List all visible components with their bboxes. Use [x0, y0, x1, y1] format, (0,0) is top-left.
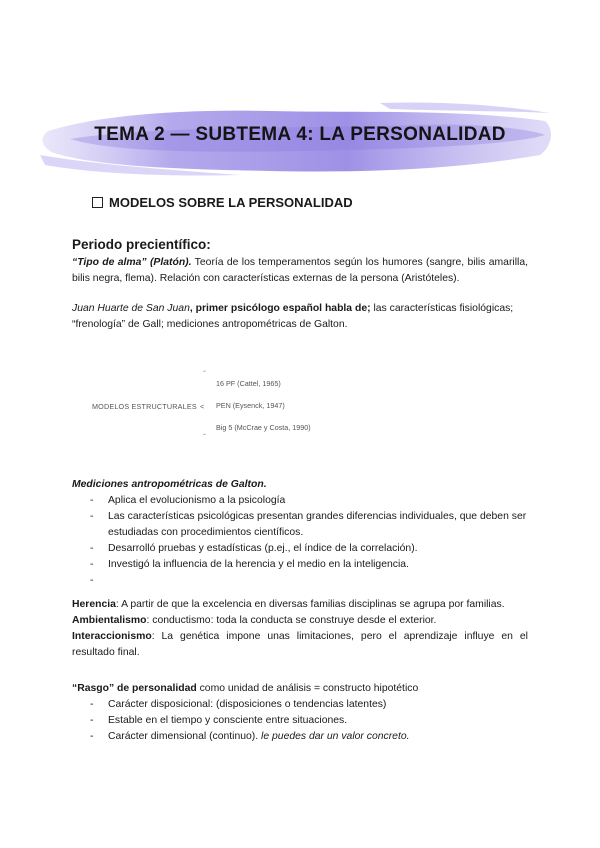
- structural-models-diagram: ⌄ MODELOS ESTRUCTURALES < 16 PF (Cattel, 1965) PEN (Eysenck, 1947) Big 5 (McCrae y Costa, 1990) ⌃: [92, 368, 311, 440]
- huarte-bold: , primer psicólogo español habla de;: [189, 303, 371, 314]
- galton-heading: Mediciones antropométricas de Galton.: [72, 479, 267, 490]
- rasgo-block: [72, 681, 528, 745]
- galton-list: [72, 493, 528, 589]
- rasgo-list: [72, 697, 528, 745]
- section-heading-label: MODELOS SOBRE LA PERSONALIDAD: [109, 195, 353, 210]
- platon-label: “Tipo de alma” (Platón).: [72, 257, 192, 268]
- galton-block: [72, 477, 528, 589]
- list-item: -: [90, 575, 94, 586]
- definition-ambientalismo: Ambientalismo: conductismo: toda la conducta se construye desde el exterior.: [72, 615, 437, 626]
- diagram-brace: <: [200, 402, 205, 411]
- paragraph-huarte: [72, 301, 528, 333]
- list-item: - Desarrolló pruebas y estadísticas (p.ej., el índice de la correlación).: [90, 543, 418, 554]
- list-item: - Las características psicológicas presentan grandes diferencias individuales, que deben ser estudiadas con procedimientos científicos.: [90, 511, 527, 538]
- definition-interaccionismo: Interaccionismo: La genética impone unas limitaciones, pero el aprendizaje influye en el resultado final.: [72, 631, 528, 658]
- list-item: - Aplica el evolucionismo a la psicología: [90, 495, 286, 506]
- list-item: - Carácter disposicional: (disposiciones o tendencias latentes): [90, 699, 387, 710]
- diagram-item: PEN (Eysenck, 1947): [216, 401, 285, 410]
- definitions-block: [72, 597, 528, 661]
- checkbox-icon: [92, 197, 103, 208]
- list-item: - Investigó la influencia de la herencia y el medio en la inteligencia.: [90, 559, 409, 570]
- diagram-root: MODELOS ESTRUCTURALES: [92, 402, 197, 411]
- platon-text: Teoría de los temperamentos según los humores (sangre, bilis amarilla, bilis negra, flema). Relación con características externas de la persona (Aristóteles).: [72, 257, 528, 284]
- rasgo-heading: “Rasgo” de personalidad como unidad de análisis = constructo hipotético: [72, 683, 419, 694]
- diagram-item: Big 5 (McCrae y Costa, 1990): [216, 423, 311, 432]
- list-item: - Estable en el tiempo y consciente entre situaciones.: [90, 715, 348, 726]
- definition-herencia: Herencia: A partir de que la excelencia en diversas familias disciplinas se agrupa por familias.: [72, 599, 505, 610]
- diagram-item: 16 PF (Cattel, 1965): [216, 379, 281, 388]
- huarte-text: las características fisiológicas; “frenología” de Gall; mediciones antropométricas de Galton.: [72, 303, 514, 330]
- precientifico-heading: Periodo precientífico:: [72, 237, 211, 252]
- precientifico-block: [72, 237, 528, 333]
- huarte-name: Juan Huarte de San Juan: [72, 303, 190, 314]
- section-heading: [92, 195, 353, 210]
- list-item: - Carácter dimensional (continuo). le puedes dar un valor concreto.: [90, 731, 410, 742]
- page-title: TEMA 2 — SUBTEMA 4: LA PERSONALIDAD: [94, 124, 506, 145]
- paragraph-platon: [72, 255, 528, 287]
